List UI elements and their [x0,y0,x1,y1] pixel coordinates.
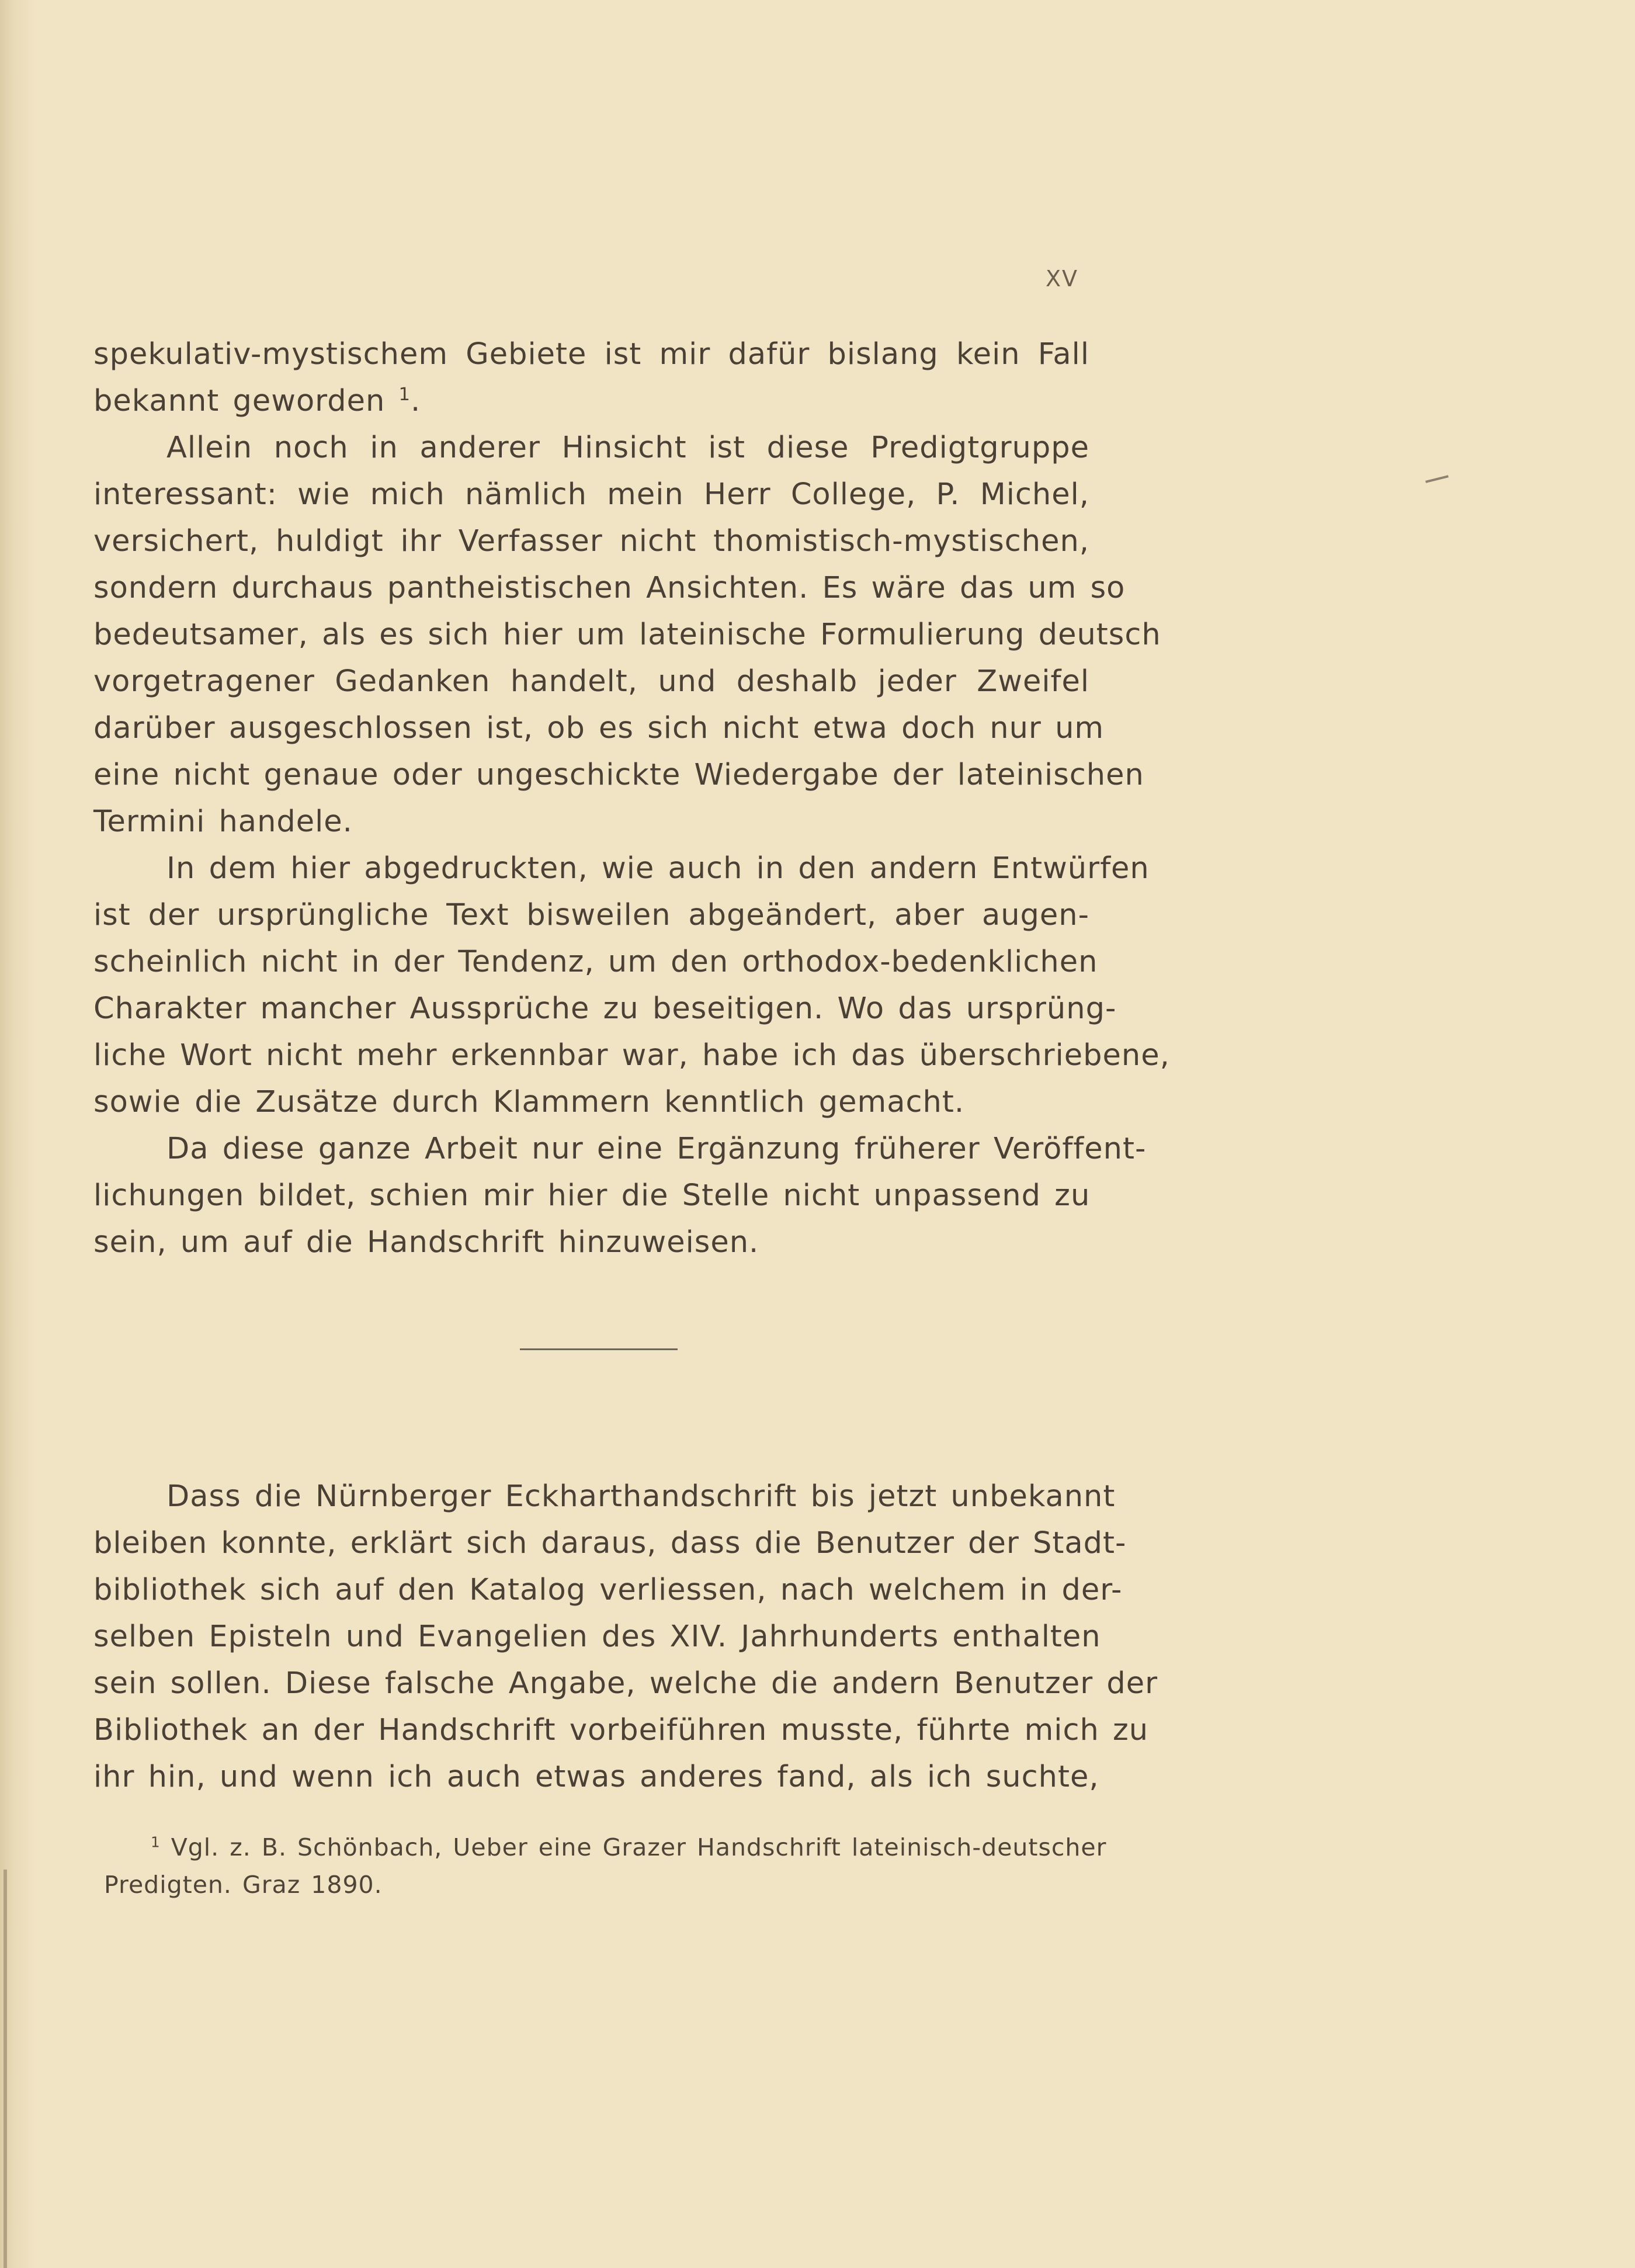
text-line: sowie die Zusätze durch Klammern kenntlich gemacht. [93,1085,965,1119]
text-line: interessant: wie mich nämlich mein Herr College, P. Michel, [93,477,1089,512]
footnote [104,1829,1107,1903]
text-line: scheinlich nicht in der Tendenz, um den orthodox-bedenklichen [93,945,1098,979]
text-line: ist der ursprüngliche Text bisweilen abgeändert, aber augen- [93,898,1089,932]
text-line: spekulativ-mystischem Gebiete ist mir dafür bislang kein Fall [93,337,1089,372]
text-line: sondern durchaus pantheistischen Ansichten. Es wäre das um so [93,571,1126,605]
text-line: Charakter mancher Aussprüche zu beseitigen. Wo das ursprüng- [93,991,1117,1026]
text-line: Allein noch in anderer Hinsicht ist diese Predigtgruppe [166,431,1089,465]
footnote-line: Predigten. Graz 1890. [104,1871,383,1899]
text-line: versichert, huldigt ihr Verfasser nicht thomistisch-mystischen, [93,524,1089,559]
text-line: lichungen bildet, schien mir hier die Stelle nicht unpassend zu [93,1178,1091,1213]
text-line: darüber ausgeschlossen ist, ob es sich nicht etwa doch nur um [93,711,1105,745]
paragraph-block-1 [93,331,1170,1266]
text-line: bedeutsamer, als es sich hier um lateinische Formulierung deutsch [93,618,1161,652]
text-line: eine nicht genaue oder ungeschickte Wiedergabe der lateinischen [93,758,1144,792]
text-line: bekannt geworden $^1$. [93,384,421,418]
text-line: vorgetragener Gedanken handelt, und deshalb jeder Zweifel [93,664,1089,699]
text-line: sein, um auf die Handschrift hinzuweisen. [93,1225,759,1260]
text-line: bleiben konnte, erklärt sich daraus, dass die Benutzer der Stadt- [93,1526,1127,1560]
text-line: Bibliothek an der Handschrift vorbeiführen musste, führte mich zu [93,1713,1149,1747]
margin-mark [1425,475,1449,483]
text-line: liche Wort nicht mehr erkennbar war, habe ich das überschriebene, [93,1038,1170,1073]
page-number: XV [1046,266,1079,292]
section-divider [520,1348,678,1350]
text-line: bibliothek sich auf den Katalog verliessen, nach welchem in der- [93,1573,1123,1607]
text-line: selben Episteln und Evangelien des XIV. Jahrhunderts enthalten [93,1619,1101,1654]
footnote-line: $^1$ Vgl. z. B. Schönbach, Ueber eine Grazer Handschrift lateinisch-deutscher [151,1833,1107,1861]
text-line: ihr hin, und wenn ich auch etwas anderes fand, als ich suchte, [93,1760,1099,1794]
footnote-marker: 1 [151,1833,161,1851]
footnote-reference: 1 [398,384,411,405]
text-line: Da diese ganze Arbeit nur eine Ergänzung früherer Veröffent- [166,1132,1147,1166]
text-line: Termini handele. [93,804,353,839]
text-line: Dass die Nürnberger Eckharthandschrift bis jetzt unbekannt [166,1479,1116,1514]
text-line: sein sollen. Diese falsche Angabe, welche die andern Benutzer der [93,1666,1158,1701]
text-line: In dem hier abgedruckten, wie auch in den andern Entwürfen [166,851,1150,886]
binding-edge [4,1870,7,2268]
paragraph-block-2 [93,1473,1158,1801]
